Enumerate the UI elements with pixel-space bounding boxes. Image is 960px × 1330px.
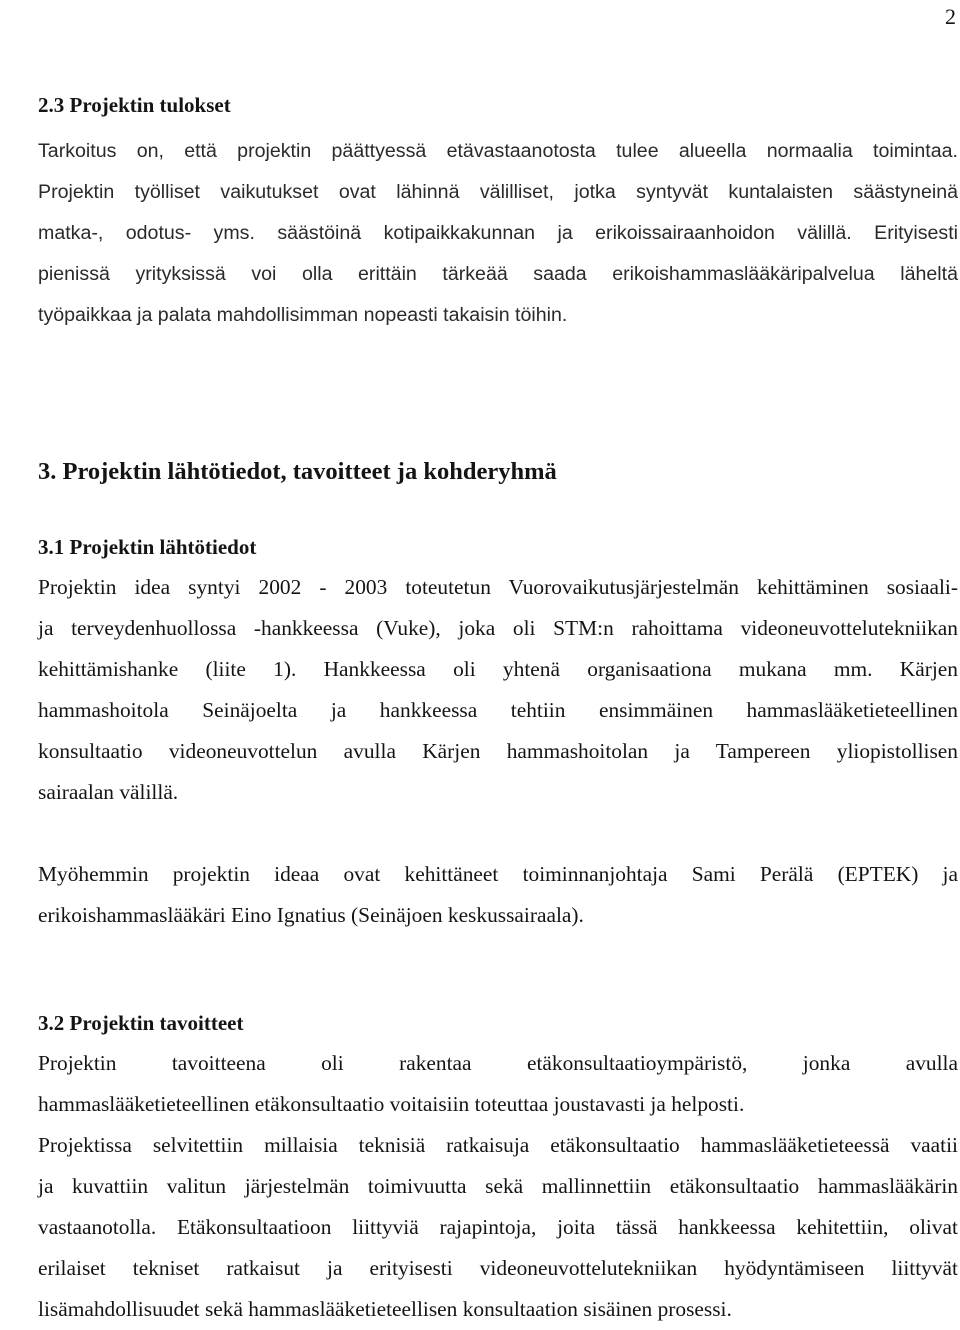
paragraph-line: erikoishammaslääkäri Eino Ignatius (Seinäjoen keskussairaala). — [38, 903, 584, 927]
paragraph-line: vastaanotolla. Etäkonsultaatioon liittyviä rajapintoja, joita tässä hankkeessa kehitettiin, olivat — [38, 1215, 958, 1239]
paragraph-line: konsultaatio videoneuvottelun avulla Kärjen hammashoitolan ja Tampereen yliopistollisen — [38, 739, 958, 763]
section-3-2-paragraph-1 — [38, 1043, 958, 1125]
section-3-2-heading: 3.2 Projektin tavoitteet — [38, 1011, 244, 1035]
section-3-1-paragraph-2 — [38, 854, 958, 936]
paragraph-line: Projektissa selvitettiin millaisia teknisiä ratkaisuja etäkonsultaatio hammaslääketieteessä vaatii — [38, 1133, 958, 1157]
paragraph-line: Projektin idea syntyi 2002 - 2003 toteutetun Vuorovaikutusjärjestelmän kehittäminen sosiaali- — [38, 575, 958, 599]
paragraph-line: kehittämishanke (liite 1). Hankkeessa oli yhtenä organisaationa mukana mm. Kärjen — [38, 657, 958, 681]
paragraph-line: erilaiset tekniset ratkaisut ja erityisesti videoneuvottelutekniikan hyödyntämiseen liittyvät — [38, 1256, 958, 1280]
paragraph-line: Myöhemmin projektin ideaa ovat kehittäneet toiminnanjohtaja Sami Perälä (EPTEK) ja — [38, 862, 958, 886]
paragraph-line: ja terveydenhuollossa -hankkeessa (Vuke), joka oli STM:n rahoittama videoneuvottelutekniikan — [38, 616, 958, 640]
page-number: 2 — [945, 4, 956, 29]
paragraph-line: lisämahdollisuudet sekä hammaslääketieteellisen konsultaation sisäinen prosessi. — [38, 1297, 732, 1321]
paragraph-line: hammaslääketieteellinen etäkonsultaatio voitaisiin toteuttaa joustavasti ja helposti. — [38, 1092, 745, 1116]
paragraph-line: matka-, odotus- yms. säästöinä kotipaikkakunnan ja erikoissairaanhoidon välillä. Erityisesti — [38, 222, 958, 244]
paragraph-line: Projektin tavoitteena oli rakentaa etäkonsultaatioympäristö, jonka avulla — [38, 1051, 958, 1075]
paragraph-line: ja kuvattiin valitun järjestelmän toimivuutta sekä mallinnettiin etäkonsultaatio hammaslääkärin — [38, 1174, 958, 1198]
paragraph-line: Tarkoitus on, että projektin päättyessä etävastaanotosta tulee alueella normaalia toimintaa. — [38, 140, 958, 162]
section-2-3-paragraph — [38, 131, 958, 336]
paragraph-line: sairaalan välillä. — [38, 780, 179, 804]
section-3-2-paragraph-2 — [38, 1125, 958, 1330]
section-3-heading: 3. Projektin lähtötiedot, tavoitteet ja kohderyhmä — [38, 458, 557, 485]
paragraph-line: hammashoitola Seinäjoelta ja hankkeessa tehtiin ensimmäinen hammaslääketieteellinen — [38, 698, 958, 722]
section-3-1-paragraph-1 — [38, 567, 958, 813]
section-3-1-heading: 3.1 Projektin lähtötiedot — [38, 535, 257, 559]
section-2-3-heading: 2.3 Projektin tulokset — [38, 93, 231, 117]
paragraph-line: pienissä yrityksissä voi olla erittäin tärkeää saada erikoishammaslääkäripalvelua läheltä — [38, 263, 958, 285]
paragraph-line: työpaikkaa ja palata mahdollisimman nopeasti takaisin töihin. — [38, 304, 568, 326]
paragraph-line: Projektin työlliset vaikutukset ovat lähinnä välilliset, jotka syntyvät kuntalaisten säästyneinä — [38, 181, 958, 203]
